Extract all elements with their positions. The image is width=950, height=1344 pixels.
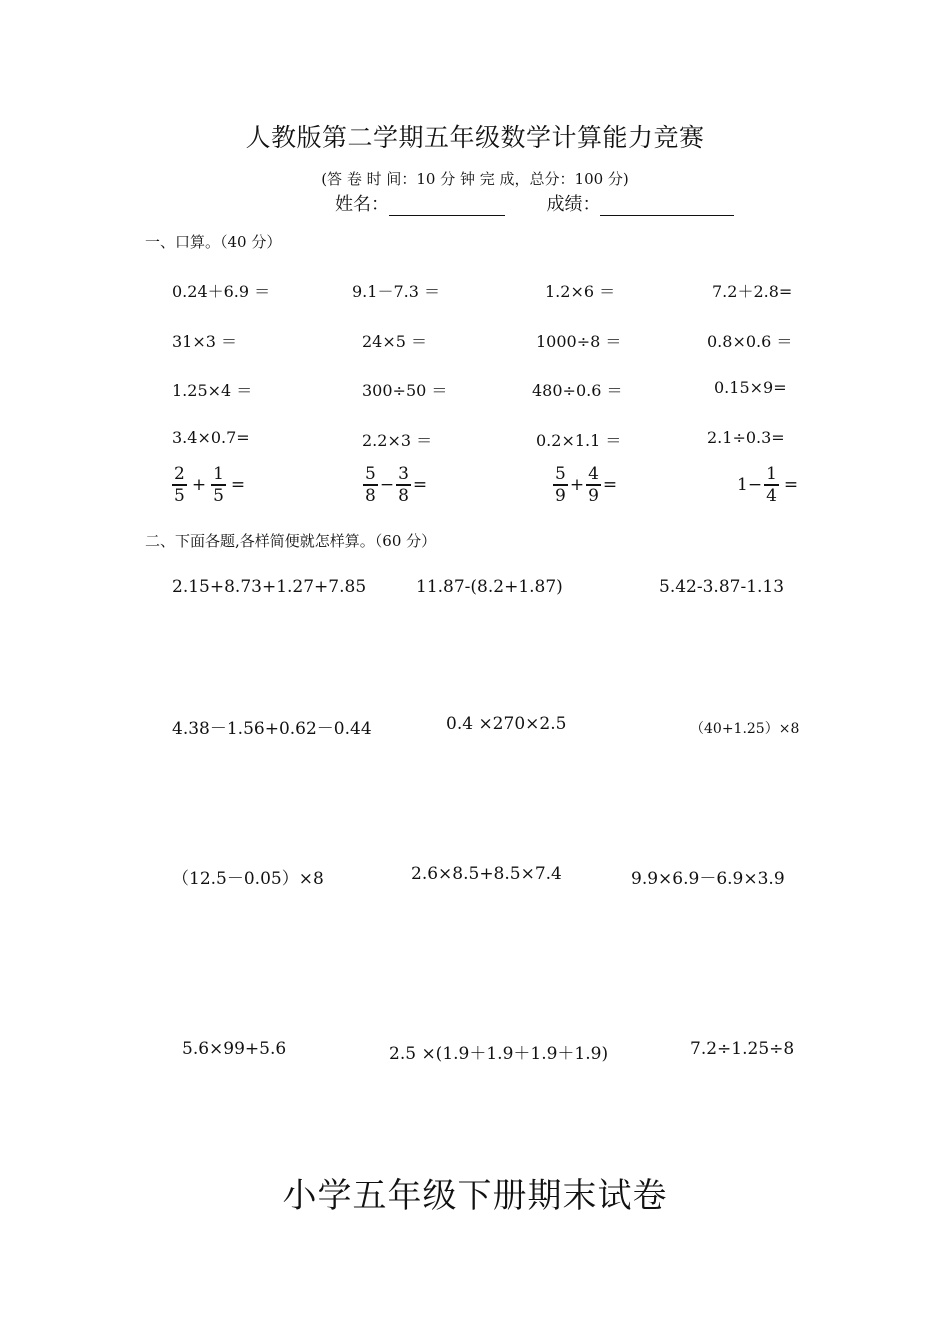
oral-question: 1.25×4 ＝ — [172, 381, 253, 400]
oral-question: 480÷0.6 ＝ — [532, 381, 623, 400]
fraction-question: 1− $\frac{1}{4}$ = — [737, 464, 799, 506]
oral-question: 0.8×0.6 ＝ — [707, 332, 793, 351]
name-blank[interactable] — [389, 197, 505, 216]
name-score-row — [335, 190, 734, 216]
footer-title: 小学五年级下册期末试卷 — [282, 1176, 668, 1216]
calc-question: 5.6×99+5.6 — [182, 1039, 287, 1059]
oral-question: 9.1－7.3 ＝ — [352, 282, 440, 301]
calc-question: 2.5 ×(1.9＋1.9＋1.9＋1.9) — [389, 1044, 609, 1064]
calc-question: 5.42-3.87-1.13 — [659, 577, 785, 597]
oral-question: 1000÷8 ＝ — [536, 332, 622, 351]
oral-question: 0.24＋6.9 ＝ — [172, 282, 271, 301]
oral-question: 2.2×3 ＝ — [362, 431, 433, 450]
calc-question: 0.4 ×270×2.5 — [446, 714, 567, 734]
score-blank[interactable] — [600, 197, 734, 216]
fraction: $\frac{1}{5}$ — [213, 464, 224, 506]
calc-question: （40+1.25）×8 — [690, 721, 800, 737]
calc-question: （12.5－0.05）×8 — [172, 869, 324, 889]
oral-question: 300÷50 ＝ — [362, 381, 448, 400]
calc-question: 2.6×8.5+8.5×7.4 — [411, 864, 562, 884]
fraction-question: $\frac{2}{5}$ + $\frac{1}{5}$ = — [174, 464, 246, 506]
calc-question: 2.15+8.73+1.27+7.85 — [172, 577, 367, 597]
name-label: 姓名： — [335, 194, 389, 215]
fraction: $\frac{5}{8}$ — [365, 464, 376, 506]
fraction-question: $\frac{5}{9}$ + $\frac{4}{9}$ = — [555, 464, 618, 506]
oral-question: 1.2×6 ＝ — [545, 282, 616, 301]
calc-question: 7.2÷1.25÷8 — [690, 1039, 795, 1059]
fraction: $\frac{5}{9}$ — [555, 464, 566, 506]
page-title: 人教版第二学期五年级数学计算能力竞赛 — [245, 123, 705, 152]
fraction: $\frac{4}{9}$ — [588, 464, 599, 506]
oral-question: 0.15×9= — [714, 378, 787, 397]
calc-question: 11.87-(8.2+1.87) — [416, 577, 563, 597]
calc-question: 4.38－1.56+0.62－0.44 — [172, 719, 372, 739]
oral-question: 2.1÷0.3= — [707, 428, 785, 447]
calc-question: 9.9×6.9－6.9×3.9 — [631, 869, 785, 889]
oral-question: 24×5 ＝ — [362, 332, 428, 351]
fraction: $\frac{2}{5}$ — [174, 464, 185, 506]
oral-question: 0.2×1.1 ＝ — [536, 431, 622, 450]
exam-instructions: (答 卷 时 间：10 分 钟 完 成，总分：100 分) — [321, 170, 629, 188]
fraction: $\frac{1}{4}$ — [766, 464, 777, 506]
fraction: $\frac{3}{8}$ — [398, 464, 409, 506]
fraction-question: $\frac{5}{8}$ − $\frac{3}{8}$ = — [365, 464, 428, 506]
oral-question: 7.2＋2.8= — [712, 282, 793, 301]
section2-heading: 二、下面各题,各样简便就怎样算。（60 分） — [145, 532, 437, 550]
section1-heading: 一、口算。（40 分） — [145, 233, 282, 251]
oral-question: 3.4×0.7= — [172, 428, 250, 447]
score-label: 成绩： — [546, 194, 601, 215]
oral-question: 31×3 ＝ — [172, 332, 238, 351]
